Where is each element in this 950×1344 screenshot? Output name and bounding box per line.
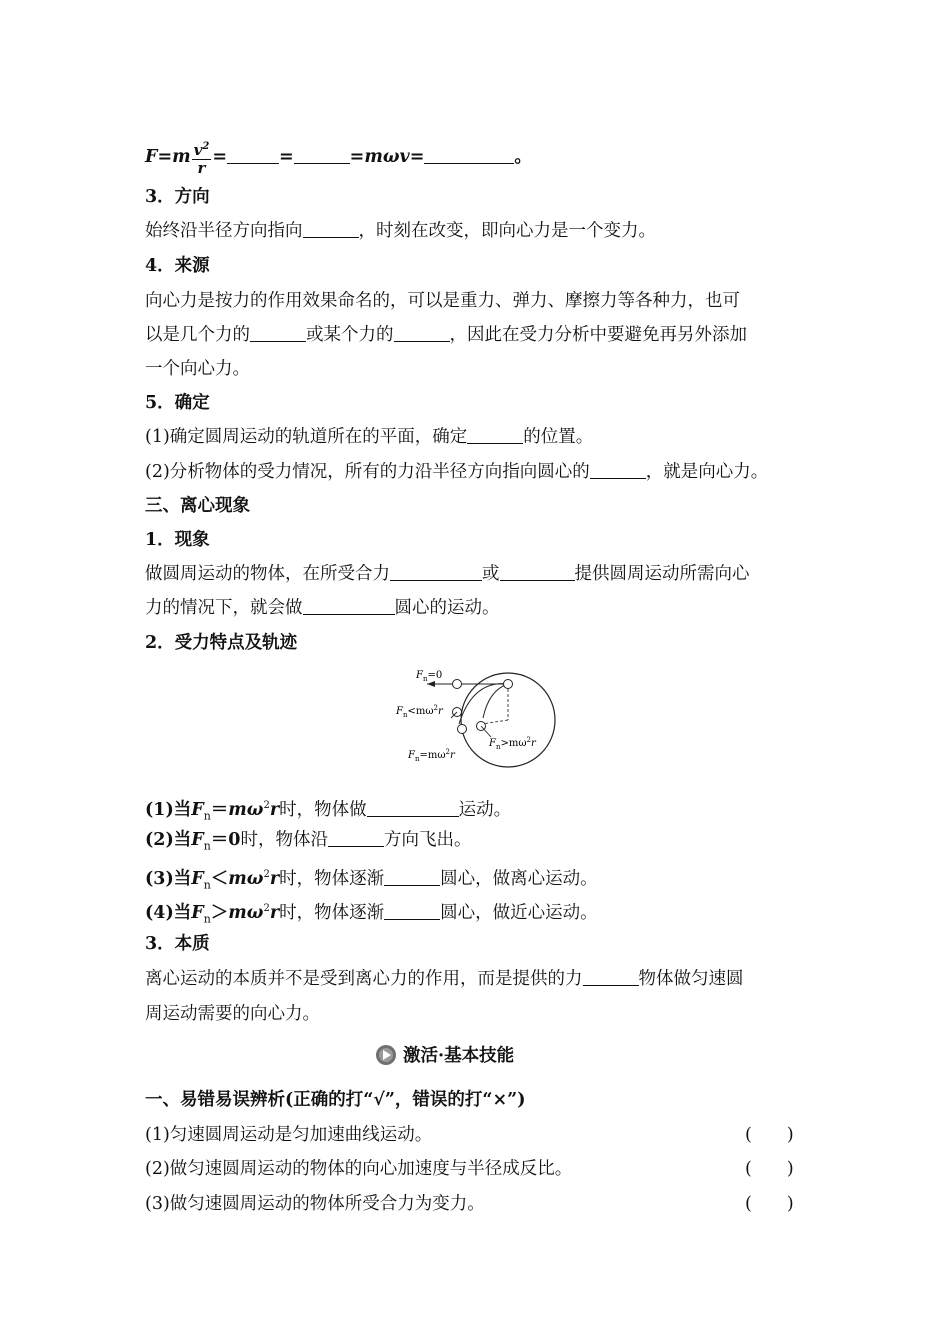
text: (4)当	[145, 902, 192, 923]
var-r: r	[269, 902, 280, 923]
judge-item-2: (2)做匀速圆周运动的物体的向心加速度与半径成反比。	[145, 1159, 573, 1179]
label-less: $F_n<m\omega^2r$	[396, 704, 443, 719]
blank	[294, 147, 350, 164]
sub-n: n	[203, 809, 211, 823]
blank	[583, 969, 639, 986]
blank	[390, 564, 482, 581]
var-F: F	[191, 902, 204, 923]
text: 以是几个力的	[145, 325, 250, 345]
blank	[250, 325, 306, 342]
formula-eq: =	[212, 147, 227, 167]
text: 做圆周运动的物体，在所受合力	[145, 564, 390, 584]
formula-eq: =	[279, 147, 294, 167]
text: 的位置。	[523, 427, 594, 447]
case-2	[145, 829, 810, 858]
blank	[303, 598, 395, 615]
sub-n: n	[203, 878, 211, 892]
frac-den: r	[197, 159, 206, 177]
force-formula	[145, 138, 810, 177]
text: 圆心，做离心运动。	[440, 868, 598, 889]
answer-paren-1[interactable]: ( )	[745, 1125, 794, 1145]
text: 圆心的运动。	[394, 598, 500, 618]
zero: 0	[228, 830, 241, 850]
label-greater: $F_n>m\omega^2r$	[489, 736, 536, 751]
text: 运动。	[458, 799, 512, 820]
centripetal-path	[483, 684, 508, 718]
blank	[394, 325, 450, 342]
heading-source: 4．来源	[145, 256, 210, 276]
answer-paren-3[interactable]: ( )	[745, 1194, 794, 1214]
source-line3: 一个向心力。	[145, 359, 250, 379]
frac-num: v	[193, 141, 203, 159]
label-equal: $F_n=m\omega^2r$	[408, 748, 455, 763]
judge-item-1: (1)匀速圆周运动是匀加速曲线运动。	[145, 1125, 433, 1145]
text: (3)当	[145, 868, 192, 889]
text: 时，物体逐渐	[279, 902, 385, 923]
text: 力的情况下，就会做	[145, 598, 303, 618]
radius-line	[482, 720, 508, 724]
formula-end: 。	[514, 147, 532, 167]
blank	[500, 564, 575, 581]
text: 离心运动的本质并不是受到离心力的作用，而是提供的力	[145, 969, 583, 989]
var-F: F	[191, 799, 204, 820]
text: 圆心，做近心运动。	[440, 902, 598, 923]
var-r: r	[269, 868, 280, 889]
op: ＝	[210, 830, 229, 850]
blank	[227, 147, 279, 164]
var-F: F	[191, 830, 204, 850]
formula-F: F	[145, 147, 158, 167]
text: (2)分析物体的受力情况，所有的力沿半径方向指向圆心的	[145, 462, 590, 482]
judge-heading: 一、易错易误辨析(正确的打“√”，错误的打“×”)	[145, 1090, 526, 1110]
var-mw: mω	[228, 902, 264, 923]
force-arrow	[481, 726, 491, 737]
label-f0: $F_n=0$	[416, 670, 443, 683]
phenomenon-line2	[145, 597, 810, 619]
case-1	[145, 795, 810, 827]
text: 时，物体做	[279, 799, 367, 820]
text: 或某个力的	[306, 325, 394, 345]
op: ＜	[210, 868, 229, 889]
object-equal	[458, 725, 467, 734]
formula-mwv: mωv	[364, 147, 410, 167]
blank	[384, 869, 440, 886]
object-tangent	[453, 680, 462, 689]
source-line1: 向心力是按力的作用效果命名的，可以是重力、弹力、摩擦力等各种力，也可	[145, 291, 740, 311]
frac-sup: 2	[202, 141, 210, 152]
formula-fraction	[192, 138, 212, 177]
source-line2	[145, 324, 810, 346]
essence-line1	[145, 968, 810, 990]
text: ，因此在受力分析中要避免再另外添加	[449, 325, 747, 345]
blank	[303, 221, 359, 238]
determine-item2	[145, 461, 810, 483]
text: (1)确定圆周运动的轨道所在的平面，确定	[145, 427, 468, 447]
blank	[590, 462, 646, 479]
op: ＞	[210, 902, 229, 923]
sup: 2	[263, 869, 270, 880]
phenomenon-line1	[145, 563, 810, 585]
heading-trajectory: 2．受力特点及轨迹	[145, 633, 298, 653]
tangent-arrow	[427, 681, 435, 687]
var-F: F	[191, 868, 204, 889]
essence-line2: 周运动需要的向心力。	[145, 1004, 320, 1024]
case-3	[145, 864, 810, 896]
formula-eq: =	[349, 147, 365, 167]
heading-determine: 5．确定	[145, 393, 210, 413]
blank	[367, 800, 459, 817]
case-4	[145, 898, 810, 930]
sup: 2	[263, 903, 270, 914]
blank	[467, 427, 523, 444]
direction-text	[145, 220, 810, 242]
heading-direction: 3．方向	[145, 187, 210, 207]
formula-m: m	[172, 147, 191, 167]
text: (1)当	[145, 799, 192, 820]
text: 或	[482, 564, 500, 584]
text: (2)当	[145, 830, 192, 850]
blank	[424, 147, 514, 164]
heading-centrifugal: 三、离心现象	[145, 496, 250, 516]
blank	[384, 903, 440, 920]
var-mw: mω	[228, 799, 264, 820]
text: 始终沿半径方向指向	[145, 221, 303, 241]
text: 时，物体沿	[240, 830, 328, 850]
formula-eq: =	[157, 147, 173, 167]
text: ，就是向心力。	[645, 462, 769, 482]
formula-eq: =	[409, 147, 425, 167]
op: ＝	[210, 799, 229, 820]
answer-paren-2[interactable]: ( )	[745, 1159, 794, 1179]
blank	[328, 830, 384, 847]
judge-item-3: (3)做匀速圆周运动的物体所受合力为变力。	[145, 1194, 485, 1214]
text: 时，物体逐渐	[279, 868, 385, 889]
var-r: r	[269, 799, 280, 820]
sub-n: n	[203, 912, 211, 926]
object-top	[504, 680, 513, 689]
determine-item1	[145, 426, 810, 448]
heading-essence: 3．本质	[145, 934, 210, 954]
sup: 2	[263, 800, 270, 811]
play-circle-icon	[375, 1044, 397, 1066]
text: 提供圆周运动所需向心	[574, 564, 750, 584]
text: 物体做匀速圆	[638, 969, 744, 989]
text: 方向飞出。	[383, 830, 472, 850]
text: ，时刻在改变，即向心力是一个变力。	[358, 221, 656, 241]
sub-n: n	[203, 839, 211, 853]
heading-phenomenon: 1．现象	[145, 530, 210, 550]
centrifugal-diagram	[385, 660, 565, 780]
activate-title-text: 激活·基本技能	[403, 1046, 515, 1066]
var-mw: mω	[228, 868, 264, 889]
activate-section-title	[375, 1044, 514, 1067]
